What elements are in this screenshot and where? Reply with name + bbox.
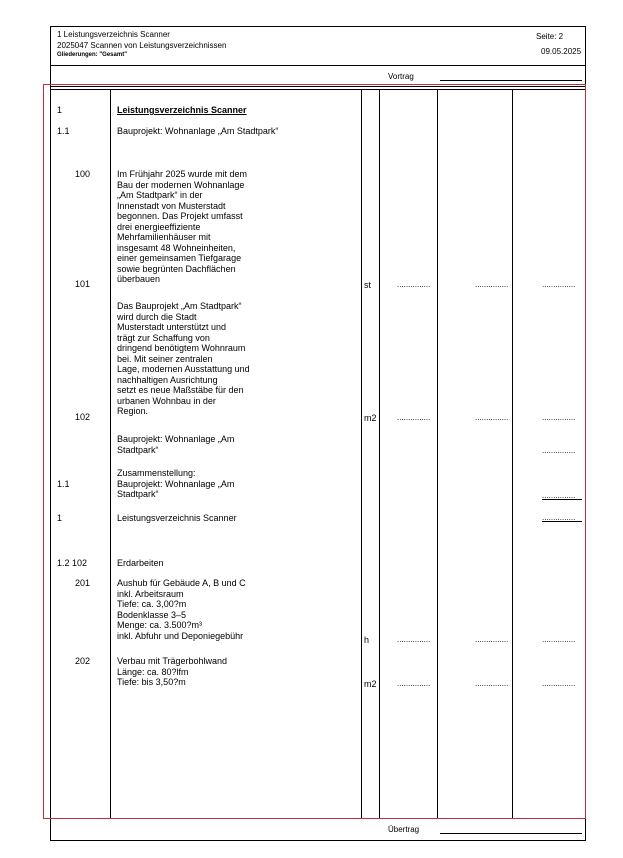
pos-100-text: Im Frühjahr 2025 wurde mit dem Bau der modernen Wohnanlage „Am Stadtpark“ in der Innenstadt von Musterstadt begonnen. Das Projekt umfasst drei energieeffiziente Mehrfamilienhäuser mit insgesamt 48 Wohneinheiten, einer gemeinsamen Tiefgarage sowie begrünten Dachflächen überbauen <box>117 169 248 284</box>
pos-101-qty-dots: ............... <box>397 280 431 289</box>
column-divider-5 <box>512 89 513 818</box>
pos-101-text: Das Bauprojekt „Am Stadtpark“ wird durch die Stadt Musterstadt unterstützt und trägt zur Schaffung von dringend benötigtem Wohnraum bei. Mit seiner zentralen Lage, modernen Ausstattung und nachhaltigen Ausrichtung setzt es neue Maßstäbe für den urbanen Wohnbau in der Region. <box>117 301 250 416</box>
pos-202-text: Verbau mit Trägerbohlwand Länge: ca. 80?lfm Tiefe: bis 3,50?m <box>117 656 228 687</box>
header-date: 09.05.2025 <box>541 47 582 56</box>
zusammenstellung-dots: ............... <box>542 491 576 500</box>
pos-102-gp-dots: ............... <box>542 413 576 422</box>
section-title-1-1: Bauprojekt: Wohnanlage „Am Stadtpark“ <box>117 126 279 136</box>
pos-202-qty-dots: ............... <box>397 679 431 688</box>
oz-1-2: 1.2 102 <box>57 558 88 568</box>
pos-201-text: Aushub für Gebäude A, B und C inkl. Arbeitsraum Tiefe: ca. 3,00?m Bodenklasse 3–5 Menge: ca. 3.500?m³ inkl. Abfuhr und Deponiegebühr <box>117 578 246 641</box>
column-divider-3 <box>379 89 380 818</box>
pos-101-ep-dots: ............... <box>475 280 509 289</box>
column-divider-1 <box>110 89 111 818</box>
header-title: 1 Leistungsverzeichnis Scanner <box>57 30 170 39</box>
header-project: 2025047 Scannen von Leistungsverzeichnissen <box>57 41 227 50</box>
pos-102-unit: m2 <box>364 413 377 423</box>
subtotal-1-dots: ............... <box>542 513 576 522</box>
pos-202-gp-dots: ............... <box>542 679 576 688</box>
column-divider-4 <box>437 89 438 818</box>
section-title-1: Leistungsverzeichnis Scanner <box>117 105 247 115</box>
pos-102-qty-dots: ............... <box>397 413 431 422</box>
header-divider <box>50 65 586 66</box>
pos-102-ep-dots: ............... <box>475 413 509 422</box>
pos-101-number: 101 <box>75 279 91 289</box>
uebertrag-label: Übertrag <box>388 825 420 834</box>
pos-102-number: 102 <box>75 412 91 422</box>
pos-201-unit: h <box>364 635 370 645</box>
header-gliederung: Gliederungen: "Gesamt" <box>57 52 128 58</box>
pos-100-number: 100 <box>75 169 91 179</box>
pos-202-unit: m2 <box>364 679 377 689</box>
pos-201-ep-dots: ............... <box>475 635 509 644</box>
subtotal-1-1-text: Bauprojekt: Wohnanlage „Am Stadtpark“ <box>117 434 235 455</box>
pos-202-ep-dots: ............... <box>475 679 509 688</box>
subtotal-1-text: Leistungsverzeichnis Scanner <box>117 513 237 523</box>
subtotal-1-underline <box>542 521 582 522</box>
pos-201-qty-dots: ............... <box>397 635 431 644</box>
oz-1: 1 <box>57 105 63 115</box>
zusammenstellung-oz: 1.1 <box>57 479 70 489</box>
pos-101-gp-dots: ............... <box>542 280 576 289</box>
page-number: Seite: 2 <box>536 32 564 41</box>
pos-101-unit: st <box>364 280 372 290</box>
subtotal-1-oz: 1 <box>57 513 63 523</box>
section-title-1-2: Erdarbeiten <box>117 558 164 568</box>
pos-201-number: 201 <box>75 578 91 588</box>
vortrag-label: Vortrag <box>388 72 414 81</box>
pos-202-number: 202 <box>75 656 91 666</box>
uebertrag-line <box>440 833 582 834</box>
pos-201-gp-dots: ............... <box>542 635 576 644</box>
subtotal-1-1-dots: ............... <box>542 446 576 455</box>
vortrag-line <box>440 80 582 81</box>
oz-1-1: 1.1 <box>57 126 70 136</box>
zusammenstellung-underline <box>542 499 582 500</box>
column-divider-2 <box>361 89 362 818</box>
zusammenstellung-text: Zusammenstellung: Bauprojekt: Wohnanlage „Am Stadtpark“ <box>117 468 235 499</box>
